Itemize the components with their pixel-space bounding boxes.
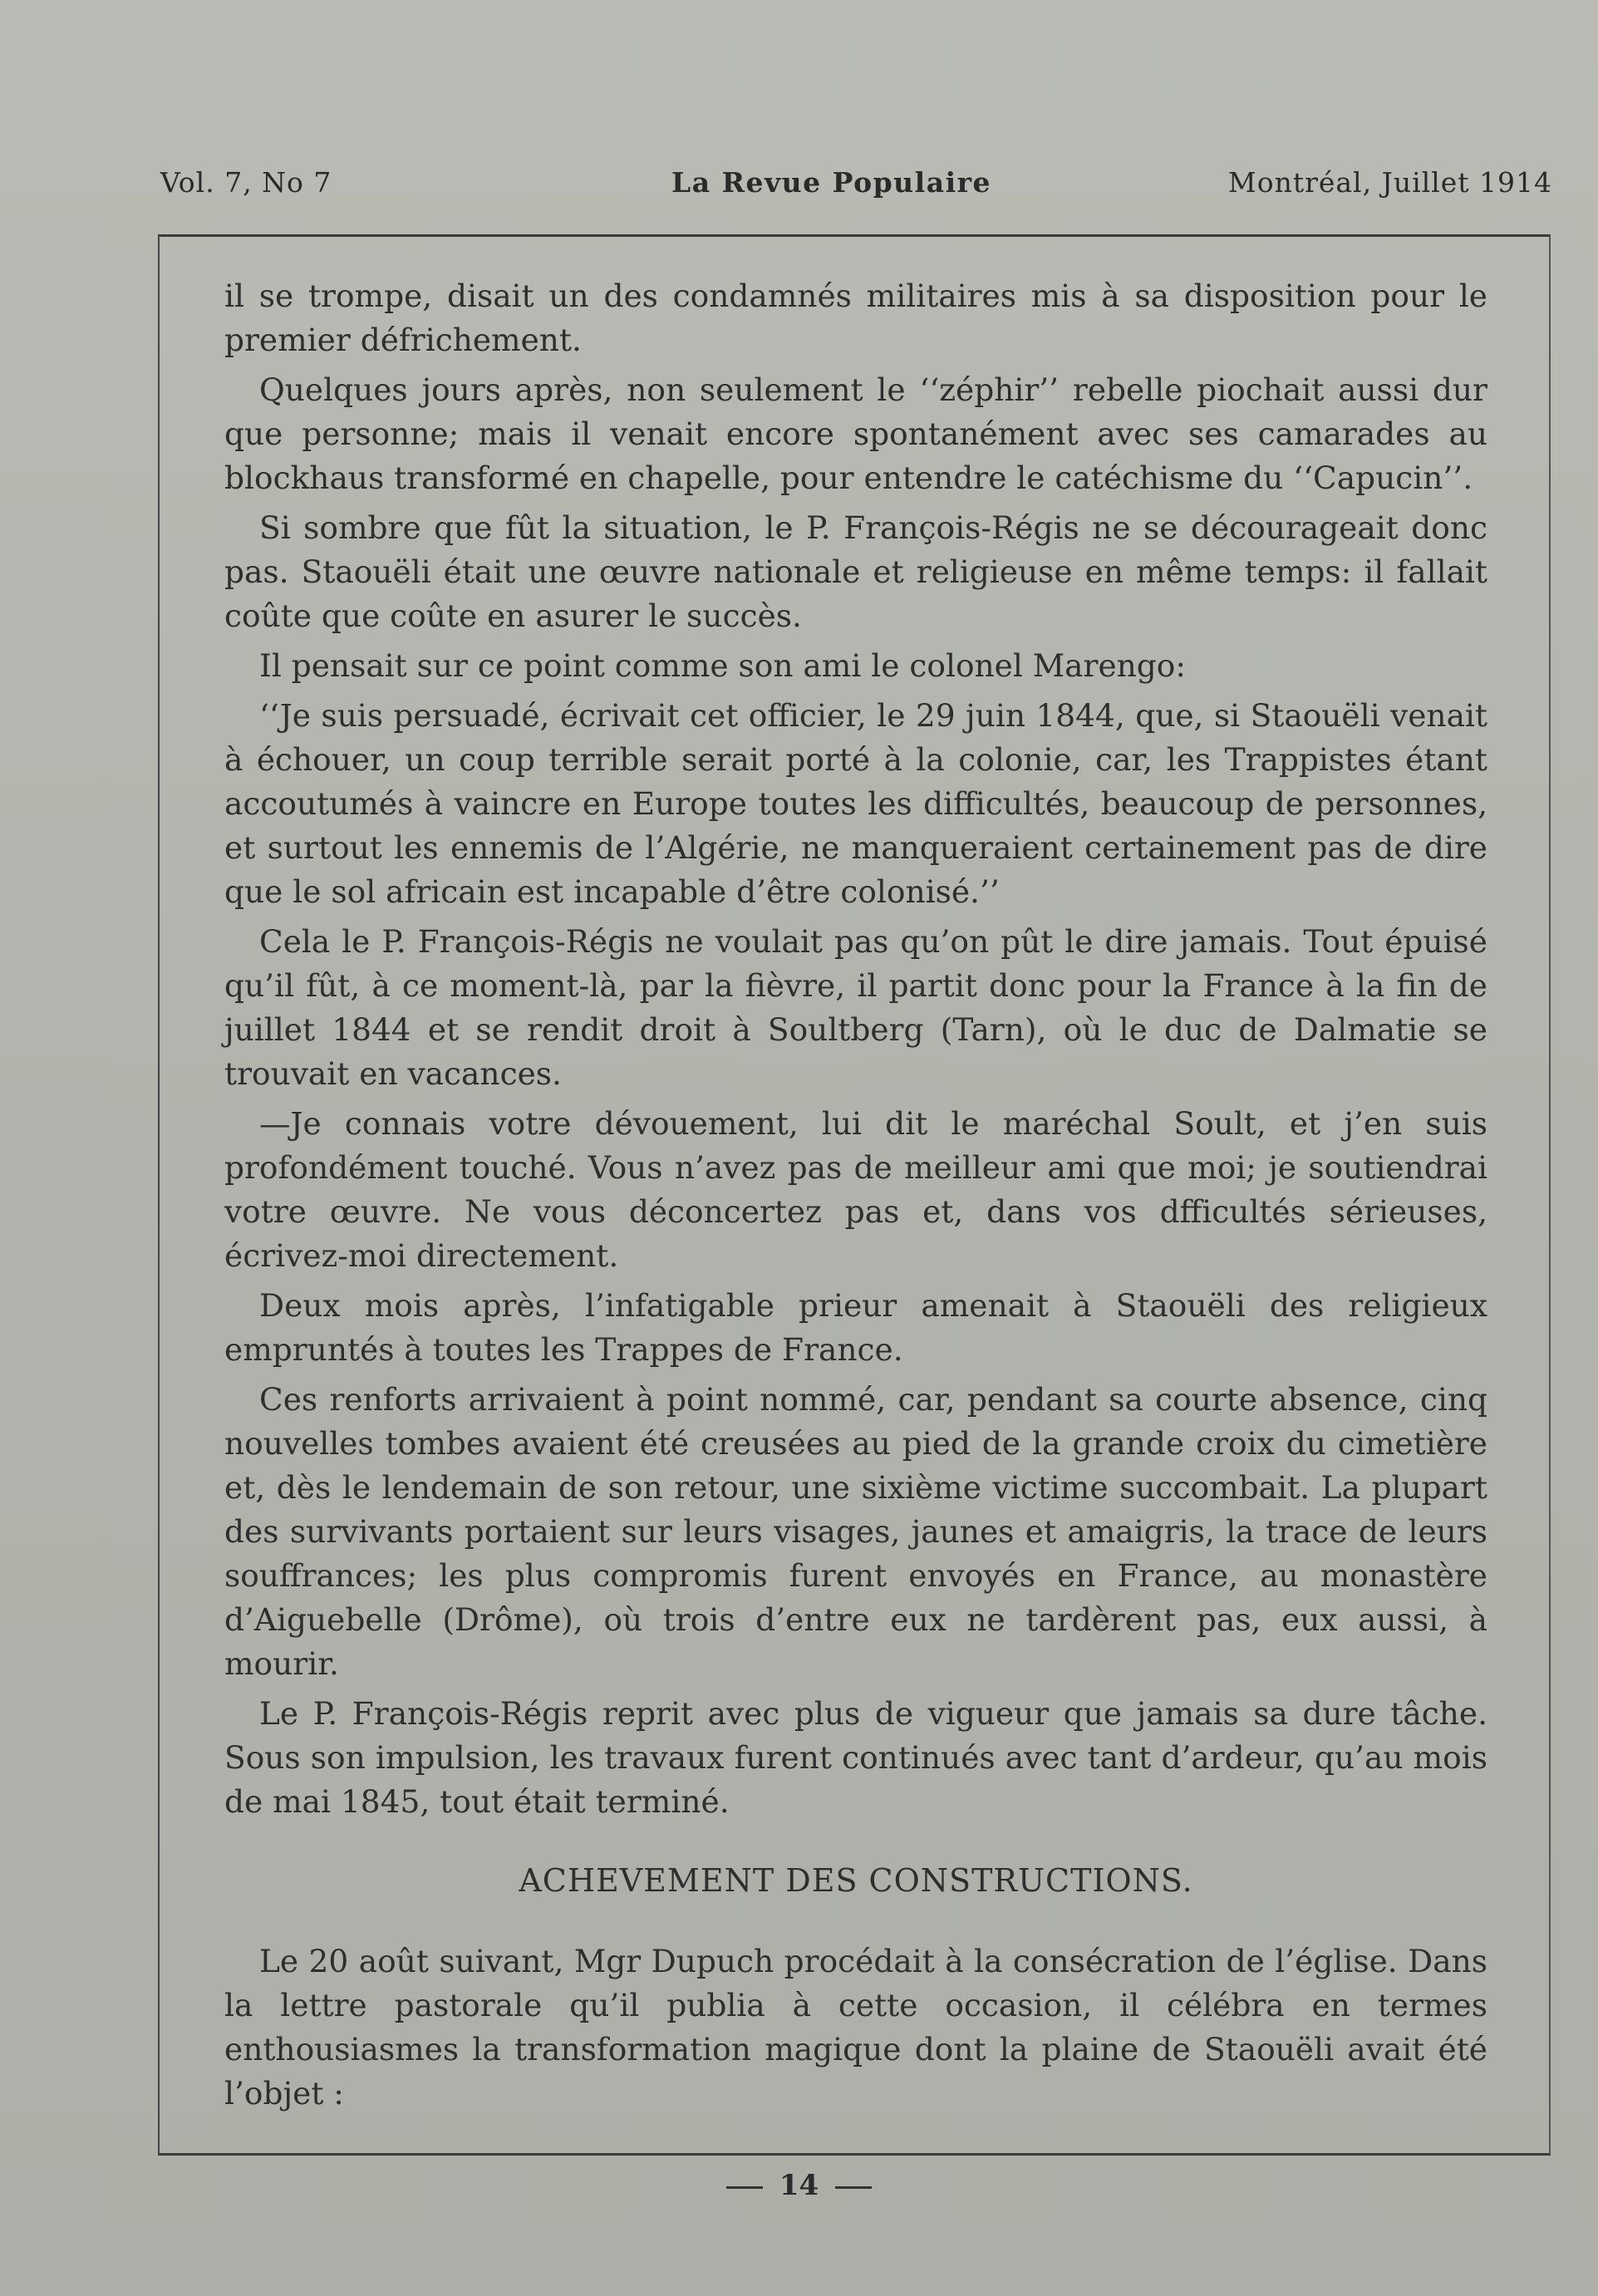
publication-title: La Revue Populaire <box>671 166 991 199</box>
dash-left <box>726 2186 763 2189</box>
page-footer <box>0 2169 1598 2202</box>
running-header <box>158 166 1554 208</box>
volume-number: Vol. 7, No 7 <box>160 166 332 199</box>
paragraph: il se trompe, disait un des condamnés militaires mis à sa disposition pour le premier défrichement. <box>224 278 1487 358</box>
article-body <box>224 274 1487 2121</box>
paragraph: Il pensait sur ce point comme son ami le colonel Marengo: <box>259 647 1187 684</box>
paragraph: Cela le P. François-Régis ne voulait pas qu’on pût le dire jamais. Tout épuisé qu’il fût, à ce moment-là, par la fièvre, il partit donc pour la France à la fin de juillet 1844 et se rendit droit à Soultberg (Tarn), où le duc de Dalmatie se trouvait en vacances. <box>224 923 1487 1092</box>
quoted-paragraph: ‘‘Je suis persuadé, écrivait cet officier, le 29 juin 1844, que, si Staouëli venait à échouer, un coup terrible serait porté à la colonie, car, les Trappistes étant accoutumés à vaincre en Europe toutes les difficultés, beaucoup de personnes, et surtout les ennemis de l’Algérie, ne manqueraient certainement pas de dire que le sol africain est incapable d’être colonisé.’’ <box>224 697 1487 910</box>
paragraph: Le P. François-Régis reprit avec plus de vigueur que jamais sa dure tâche. Sous son impulsion, les travaux furent continués avec tant d’ardeur, qu’au mois de mai 1845, tout était terminé. <box>224 1695 1487 1820</box>
paragraph: Si sombre que fût la situation, le P. François-Régis ne se décourageait donc pas. Staouëli était une œuvre nationale et religieuse en même temps: il fallait coûte que coûte en asurer le succès. <box>224 509 1487 634</box>
page-number: 14 <box>779 2169 819 2202</box>
paragraph: Quelques jours après, non seulement le ‘‘zéphir’’ rebelle piochait aussi dur que personne; mais il venait encore spontanément avec ses camarades au blockhaus transformé en chapelle, pour entendre le catéchisme du ‘‘Capucin’’. <box>224 371 1487 496</box>
paragraph: Deux mois après, l’infatigable prieur amenait à Staouëli des religieux empruntés à toutes les Trappes de France. <box>224 1287 1487 1368</box>
dash-right <box>835 2186 872 2189</box>
place-and-date: Montréal, Juillet 1914 <box>1227 166 1552 199</box>
paragraph: Ces renforts arrivaient à point nommé, car, pendant sa courte absence, cinq nouvelles tombes avaient été creusées au pied de la grande croix du cimetière et, dès le lendemain de son retour, une sixième victime succombait. La plupart des survivants portaient sur leurs visages, jaunes et amaigris, la trace de leurs souffrances; les plus compromis furent envoyés en France, au monastère d’Aiguebelle (Drôme), où trois d’entre eux ne tardèrent pas, eux aussi, à mourir. <box>224 1381 1487 1682</box>
dialogue-paragraph: —Je connais votre dévouement, lui dit le maréchal Soult, et j’en suis profondément touché. Vous n’avez pas de meilleur ami que moi; je soutiendrai votre œuvre. Ne vous déconcertez pas et, dans vos dfficultés sérieuses, écrivez-moi directement. <box>224 1105 1487 1274</box>
closing-paragraph: Le 20 août suivant, Mgr Dupuch procédait à la consécration de l’église. Dans la lettre pastorale qu’il publia à cette occasion, il célébra en termes enthousiasmes la transformation magique dont la plaine de Staouëli avait été l’objet : <box>224 1943 1487 2112</box>
section-heading: ACHEVEMENT DES CONSTRUCTIONS. <box>519 1862 1193 1899</box>
